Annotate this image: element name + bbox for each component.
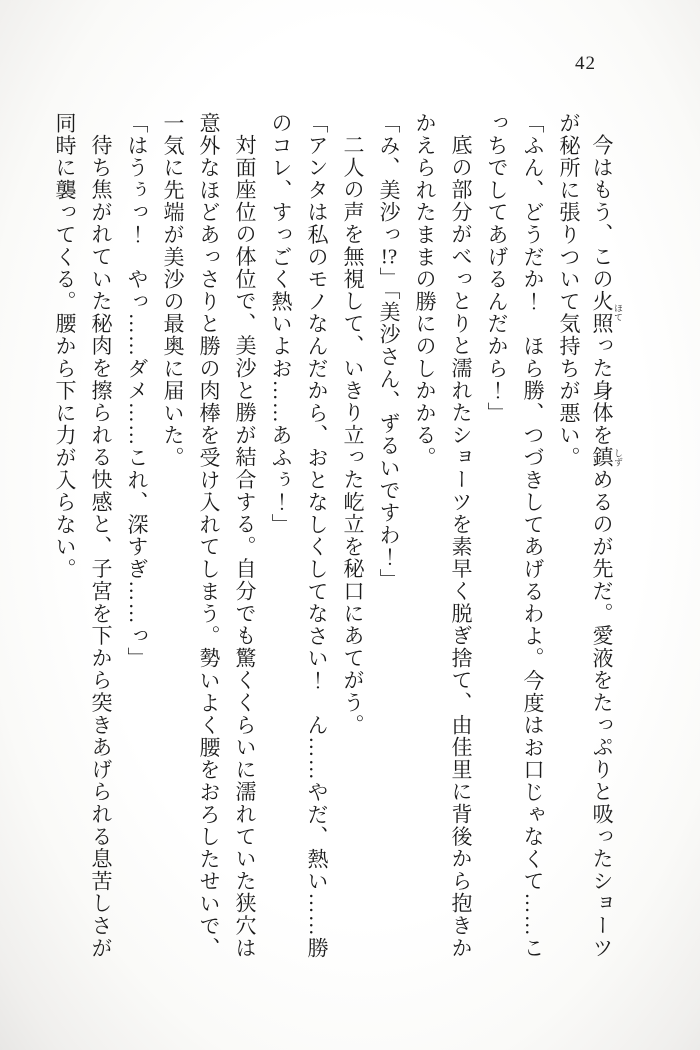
- text-column-15: 待ち焦がれていた秘肉を擦られる快感と、子宮を下から突きあげられる息苦しさが: [89, 134, 113, 960]
- text-column-7: 「み、美沙っ!?」「美沙さん、ずるいですわ！」: [377, 112, 401, 591]
- page-text: [47, 112, 623, 977]
- text-column-13: 一気に先端が美沙の最奥に届いた。: [161, 112, 185, 469]
- text-column-10: のコレ、すっごく熱いよお……あふぅ！」: [269, 112, 293, 536]
- text-column-2: が秘所に張りついて気持ちが悪い。: [557, 112, 581, 469]
- text-column-3: 「ふん、どうだか！ ほら勝、つづきしてあげるわよ。今度はお口じゃなくて……こ: [521, 112, 545, 960]
- text-column-9: 「アンタは私のモノなんだから、おとなしくしてなさい！ ん……やだ、熱い……勝: [305, 112, 329, 960]
- text-column-11: 対面座位の体位で、美沙と勝が結合する。自分でも驚くくらいに濡れていた狭穴は: [233, 134, 257, 960]
- text-column-8: 二人の声を無視して、いきり立った屹立を秘口にあてがう。: [341, 134, 365, 737]
- ruby-annotated-word: 火照 ほて: [590, 290, 623, 335]
- tate-chu-yoko-text: !?: [380, 245, 398, 267]
- text-column-1: 今はもう、この火照 ほてった身体を鎮 しずめるのが先だ。愛液をたっぷりと吸ったショーツ: [590, 134, 623, 960]
- ruby-annotated-word: 鎮 しず: [590, 446, 623, 469]
- text-column-4: っちでしてあげるんだから！」: [485, 112, 509, 425]
- text-column-16: 同時に襲ってくる。腰から下に力が入らない。: [53, 112, 77, 581]
- text-column-14: 「はうぅっ！ やっ……ダメ……これ、深すぎ……っ」: [125, 112, 149, 670]
- page-number: 42: [575, 53, 596, 74]
- text-column-6: かえられたままの勝にのしかかる。: [413, 112, 437, 469]
- text-column-5: 底の部分がべっとりと濡れたショーツを素早く脱ぎ捨て、由佳里に背後から抱きか: [449, 134, 473, 960]
- text-column-12: 意外なほどあっさりと勝の肉棒を受け入れてしまう。勢いよく腰をおろしたせいで、: [197, 112, 221, 960]
